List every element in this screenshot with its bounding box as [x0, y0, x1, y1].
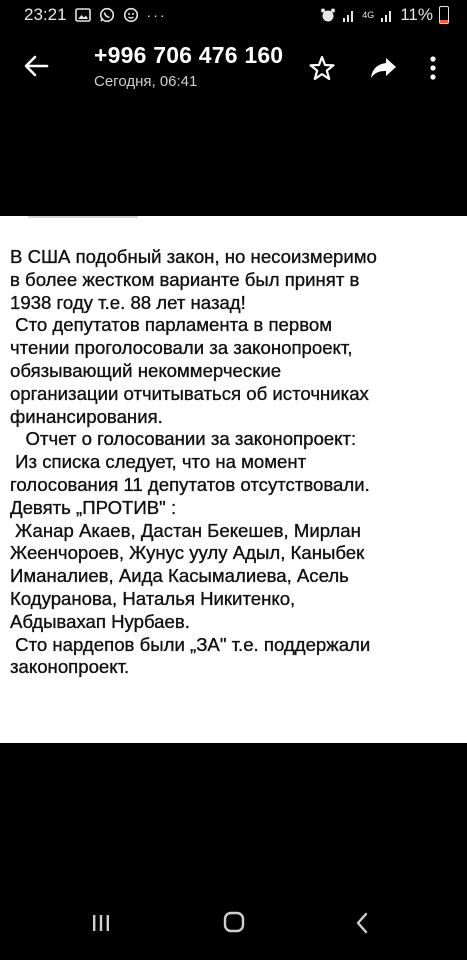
battery-icon	[439, 6, 449, 24]
status-time: 23:21	[24, 5, 67, 24]
signal-icon	[342, 7, 356, 23]
home-icon[interactable]	[222, 910, 246, 934]
app-bar	[0, 30, 467, 120]
back-arrow-icon[interactable]	[22, 52, 50, 80]
gallery-icon	[75, 7, 91, 23]
signal-icon-2	[380, 7, 394, 23]
status-left	[24, 5, 167, 25]
system-nav-bar	[0, 890, 467, 960]
recents-icon[interactable]	[90, 912, 112, 934]
assistant-icon	[123, 7, 139, 23]
more-vert-icon[interactable]	[428, 54, 438, 82]
back-icon[interactable]	[354, 911, 370, 935]
status-more-dots: ···	[146, 7, 167, 23]
share-icon[interactable]	[368, 54, 398, 82]
title-block	[94, 42, 283, 90]
alarm-icon	[320, 7, 336, 23]
image-top-edge	[28, 216, 138, 222]
image-text: В США подобный закон, но несоизмеримо в более жестком варианте был принят в 1938 году т.е. 88 лет назад! Сто депутатов парламента в первом чтении проголосовали за законопроект, обязывающий некоммерческие организации отчитываться об источниках финансирования. Отчет о голосовании за законопроект: Из списка следует, что на момент голосования 11 депутатов отсутствовали. Девять „ПРОТИВ" : Жанар Акаев, Дастан Бекешев, Мирлан Жеенчороев, Жунус уулу Адыл, Каныбек Иманалиев, Аида Касымалиева, Асель Кодуранова, Наталья Никитенко, Абдывахап Нурбаев. Сто нардепов были „ЗА" т.е. поддержали законопроект.	[10, 246, 377, 678]
status-bar	[0, 0, 467, 30]
star-icon[interactable]	[308, 54, 336, 82]
battery-percent: 11%	[400, 5, 433, 24]
network-type-label: 4G	[362, 9, 375, 20]
image-viewer[interactable]	[0, 216, 467, 743]
contact-title: +996 706 476 160	[94, 42, 284, 68]
message-timestamp: Сегодня, 06:41	[94, 73, 198, 90]
whatsapp-icon	[99, 7, 115, 23]
status-right	[320, 5, 449, 25]
